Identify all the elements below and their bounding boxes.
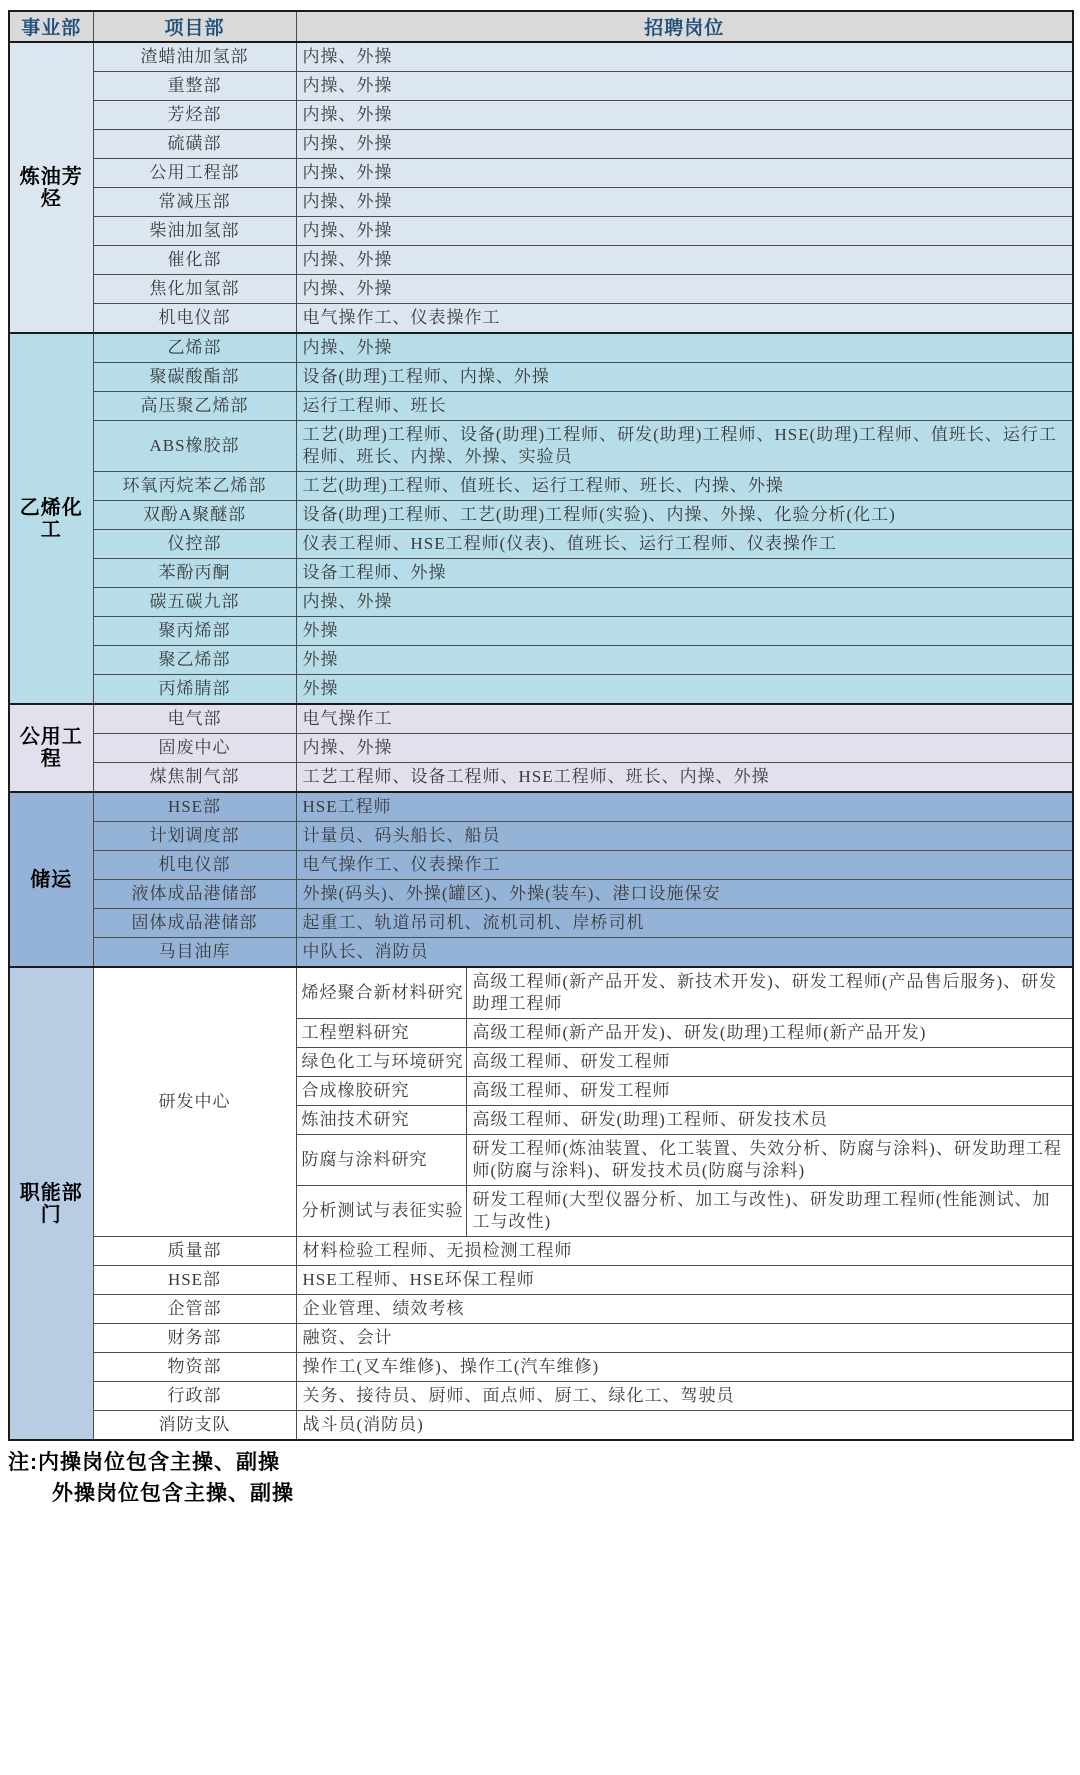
positions-cell: 外操 xyxy=(296,675,1073,705)
positions-cell: 内操、外操 xyxy=(296,72,1073,101)
section-label: 乙烯化工 xyxy=(9,333,93,704)
table-row xyxy=(9,967,1073,1019)
topic-cell: 绿色化工与环境研究 xyxy=(296,1048,466,1077)
table-row xyxy=(9,159,1073,188)
positions-cell: 企业管理、绩效考核 xyxy=(296,1295,1073,1324)
dept-cell: 固体成品港储部 xyxy=(93,909,296,938)
header-row xyxy=(9,11,1073,42)
table-row xyxy=(9,1266,1073,1295)
dept-cell: 机电仪部 xyxy=(93,304,296,334)
dept-cell: 电气部 xyxy=(93,704,296,734)
recruitment-table xyxy=(8,10,1074,1441)
positions-cell: 工艺(助理)工程师、设备(助理)工程师、研发(助理)工程师、HSE(助理)工程师、值班长、运行工程师、班长、内操、外操、实验员 xyxy=(296,421,1073,472)
dept-cell: 企管部 xyxy=(93,1295,296,1324)
positions-cell: 计量员、码头船长、船员 xyxy=(296,822,1073,851)
topic-cell: 炼油技术研究 xyxy=(296,1106,466,1135)
section-label: 炼油芳烃 xyxy=(9,42,93,333)
dept-cell: HSE部 xyxy=(93,792,296,822)
dept-cell: 行政部 xyxy=(93,1382,296,1411)
positions-cell: 设备(助理)工程师、工艺(助理)工程师(实验)、内操、外操、化验分析(化工) xyxy=(296,501,1073,530)
positions-cell: 中队长、消防员 xyxy=(296,938,1073,968)
dept-cell: 乙烯部 xyxy=(93,333,296,363)
positions-cell: 内操、外操 xyxy=(296,588,1073,617)
table-row xyxy=(9,938,1073,968)
positions-cell: 战斗员(消防员) xyxy=(296,1411,1073,1441)
table-row xyxy=(9,472,1073,501)
table-row xyxy=(9,421,1073,472)
topic-cell: 工程塑料研究 xyxy=(296,1019,466,1048)
table-row xyxy=(9,363,1073,392)
table-row xyxy=(9,792,1073,822)
dept-cell: 聚碳酸酯部 xyxy=(93,363,296,392)
positions-cell: 设备(助理)工程师、内操、外操 xyxy=(296,363,1073,392)
dept-cell: 研发中心 xyxy=(93,967,296,1237)
positions-cell: 高级工程师、研发工程师 xyxy=(466,1077,1073,1106)
positions-cell: 工艺工程师、设备工程师、HSE工程师、班长、内操、外操 xyxy=(296,763,1073,793)
dept-cell: 财务部 xyxy=(93,1324,296,1353)
header-col-department: 项目部 xyxy=(93,11,296,42)
positions-cell: 外操 xyxy=(296,617,1073,646)
positions-cell: 材料检验工程师、无损检测工程师 xyxy=(296,1237,1073,1266)
dept-cell: 液体成品港储部 xyxy=(93,880,296,909)
table-row xyxy=(9,734,1073,763)
dept-cell: 硫磺部 xyxy=(93,130,296,159)
table-row xyxy=(9,101,1073,130)
dept-cell: 环氧丙烷苯乙烯部 xyxy=(93,472,296,501)
dept-cell: 双酚A聚醚部 xyxy=(93,501,296,530)
dept-cell: 仪控部 xyxy=(93,530,296,559)
positions-cell: 电气操作工 xyxy=(296,704,1073,734)
dept-cell: 丙烯腈部 xyxy=(93,675,296,705)
dept-cell: 渣蜡油加氢部 xyxy=(93,42,296,72)
table-row xyxy=(9,588,1073,617)
table-row xyxy=(9,1382,1073,1411)
topic-cell: 分析测试与表征实验 xyxy=(296,1186,466,1237)
positions-cell: 操作工(叉车维修)、操作工(汽车维修) xyxy=(296,1353,1073,1382)
table-row xyxy=(9,188,1073,217)
table-row xyxy=(9,1237,1073,1266)
table-row xyxy=(9,1353,1073,1382)
section-label: 公用工程 xyxy=(9,704,93,792)
header-col-division: 事业部 xyxy=(9,11,93,42)
dept-cell: 焦化加氢部 xyxy=(93,275,296,304)
section-label: 职能部门 xyxy=(9,967,93,1440)
dept-cell: 芳烃部 xyxy=(93,101,296,130)
table-row xyxy=(9,501,1073,530)
dept-cell: 柴油加氢部 xyxy=(93,217,296,246)
positions-cell: 融资、会计 xyxy=(296,1324,1073,1353)
dept-cell: ABS橡胶部 xyxy=(93,421,296,472)
table-row xyxy=(9,880,1073,909)
positions-cell: 高级工程师(新产品开发、新技术开发)、研发工程师(产品售后服务)、研发助理工程师 xyxy=(466,967,1073,1019)
positions-cell: 高级工程师、研发(助理)工程师、研发技术员 xyxy=(466,1106,1073,1135)
positions-cell: 内操、外操 xyxy=(296,275,1073,304)
positions-cell: 内操、外操 xyxy=(296,188,1073,217)
dept-cell: 物资部 xyxy=(93,1353,296,1382)
positions-cell: 内操、外操 xyxy=(296,101,1073,130)
table-row xyxy=(9,333,1073,363)
table-row xyxy=(9,530,1073,559)
dept-cell: 重整部 xyxy=(93,72,296,101)
positions-cell: HSE工程师 xyxy=(296,792,1073,822)
dept-cell: 机电仪部 xyxy=(93,851,296,880)
dept-cell: 消防支队 xyxy=(93,1411,296,1441)
positions-cell: 高级工程师、研发工程师 xyxy=(466,1048,1073,1077)
table-body xyxy=(9,42,1073,1440)
dept-cell: 苯酚丙酮 xyxy=(93,559,296,588)
dept-cell: 常减压部 xyxy=(93,188,296,217)
positions-cell: 起重工、轨道吊司机、流机司机、岸桥司机 xyxy=(296,909,1073,938)
table-row xyxy=(9,851,1073,880)
table-row xyxy=(9,130,1073,159)
positions-cell: 内操、外操 xyxy=(296,130,1073,159)
table-row xyxy=(9,217,1073,246)
table-row xyxy=(9,72,1073,101)
table-row xyxy=(9,1324,1073,1353)
dept-cell: 煤焦制气部 xyxy=(93,763,296,793)
positions-cell: 电气操作工、仪表操作工 xyxy=(296,304,1073,334)
positions-cell: 研发工程师(大型仪器分析、加工与改性)、研发助理工程师(性能测试、加工与改性) xyxy=(466,1186,1073,1237)
topic-cell: 烯烃聚合新材料研究 xyxy=(296,967,466,1019)
positions-cell: 仪表工程师、HSE工程师(仪表)、值班长、运行工程师、仪表操作工 xyxy=(296,530,1073,559)
positions-cell: 运行工程师、班长 xyxy=(296,392,1073,421)
table-row xyxy=(9,246,1073,275)
table-row xyxy=(9,822,1073,851)
table-row xyxy=(9,1295,1073,1324)
table-row xyxy=(9,646,1073,675)
note-line-2: 外操岗位包含主操、副操 xyxy=(52,1482,294,1505)
table-row xyxy=(9,559,1073,588)
table-row xyxy=(9,704,1073,734)
positions-cell: 外操 xyxy=(296,646,1073,675)
positions-cell: 外操(码头)、外操(罐区)、外操(装车)、港口设施保安 xyxy=(296,880,1073,909)
positions-cell: 研发工程师(炼油装置、化工装置、失效分析、防腐与涂料)、研发助理工程师(防腐与涂料)、研发技术员(防腐与涂料) xyxy=(466,1135,1073,1186)
dept-cell: 催化部 xyxy=(93,246,296,275)
table-row xyxy=(9,1411,1073,1441)
table-row xyxy=(9,275,1073,304)
positions-cell: 工艺(助理)工程师、值班长、运行工程师、班长、内操、外操 xyxy=(296,472,1073,501)
positions-cell: 内操、外操 xyxy=(296,333,1073,363)
table-row xyxy=(9,42,1073,72)
dept-cell: 公用工程部 xyxy=(93,159,296,188)
dept-cell: 碳五碳九部 xyxy=(93,588,296,617)
section-label: 储运 xyxy=(9,792,93,967)
topic-cell: 合成橡胶研究 xyxy=(296,1077,466,1106)
table-row xyxy=(9,617,1073,646)
positions-cell: 内操、外操 xyxy=(296,246,1073,275)
dept-cell: 聚丙烯部 xyxy=(93,617,296,646)
dept-cell: 高压聚乙烯部 xyxy=(93,392,296,421)
positions-cell: 高级工程师(新产品开发)、研发(助理)工程师(新产品开发) xyxy=(466,1019,1073,1048)
table-row xyxy=(9,392,1073,421)
table-row xyxy=(9,675,1073,705)
header-col-positions: 招聘岗位 xyxy=(296,11,1073,42)
positions-cell: 设备工程师、外操 xyxy=(296,559,1073,588)
positions-cell: 内操、外操 xyxy=(296,159,1073,188)
dept-cell: 计划调度部 xyxy=(93,822,296,851)
footnotes xyxy=(8,1447,1072,1509)
dept-cell: 固废中心 xyxy=(93,734,296,763)
dept-cell: HSE部 xyxy=(93,1266,296,1295)
positions-cell: HSE工程师、HSE环保工程师 xyxy=(296,1266,1073,1295)
table-row xyxy=(9,763,1073,793)
positions-cell: 内操、外操 xyxy=(296,217,1073,246)
positions-cell: 内操、外操 xyxy=(296,734,1073,763)
table-row xyxy=(9,304,1073,334)
table-row xyxy=(9,909,1073,938)
positions-cell: 电气操作工、仪表操作工 xyxy=(296,851,1073,880)
topic-cell: 防腐与涂料研究 xyxy=(296,1135,466,1186)
dept-cell: 质量部 xyxy=(93,1237,296,1266)
dept-cell: 聚乙烯部 xyxy=(93,646,296,675)
dept-cell: 马目油库 xyxy=(93,938,296,968)
note-line-1: 注:内操岗位包含主操、副操 xyxy=(8,1451,280,1474)
positions-cell: 内操、外操 xyxy=(296,42,1073,72)
positions-cell: 关务、接待员、厨师、面点师、厨工、绿化工、驾驶员 xyxy=(296,1382,1073,1411)
